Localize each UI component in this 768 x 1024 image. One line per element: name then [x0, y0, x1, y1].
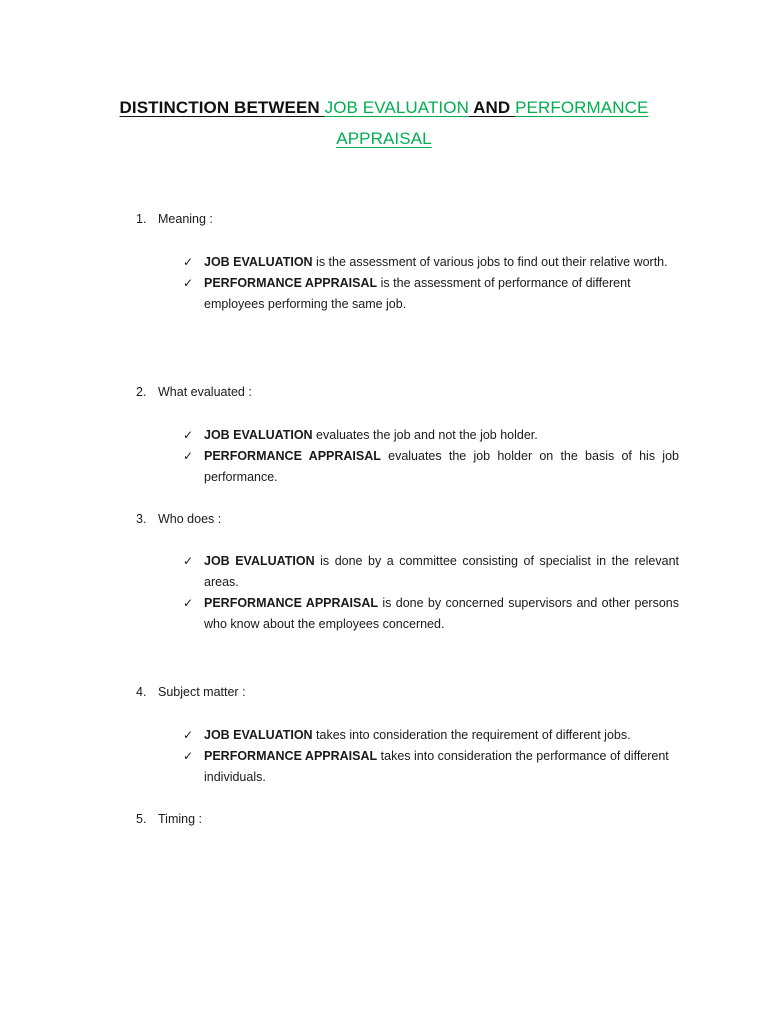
- item-text: is the assessment of various jobs to find out their relative worth.: [312, 255, 668, 269]
- item-term: JOB EVALUATION: [204, 554, 315, 568]
- item-term: PERFORMANCE APPRAISAL: [204, 596, 379, 610]
- title-part-appraisal: APPRAISAL: [336, 129, 432, 148]
- section-heading-text: Subject matter :: [158, 685, 246, 699]
- section-items-meaning: [183, 252, 679, 315]
- checkmark-icon: ✓: [183, 554, 194, 568]
- section-number: 5.: [136, 812, 147, 826]
- list-item: [183, 273, 679, 315]
- list-item: [183, 746, 679, 788]
- section-number: 4.: [136, 685, 147, 699]
- item-text: is done by concerned supervisors and other persons who know about the employees concerned.: [204, 596, 679, 631]
- section-heading-what-evaluated: [136, 385, 252, 399]
- item-term: JOB EVALUATION: [204, 428, 313, 442]
- section-items-what-evaluated: [183, 425, 679, 488]
- item-text: evaluates the job holder on the basis of his job performance.: [204, 449, 679, 484]
- checkmark-icon: ✓: [183, 428, 194, 442]
- list-item: [183, 551, 679, 593]
- section-heading-timing: [136, 812, 202, 826]
- section-heading-text: Who does :: [158, 512, 222, 526]
- title-part-job-evaluation: JOB EVALUATION: [324, 98, 469, 117]
- item-text: evaluates the job and not the job holder.: [312, 428, 538, 442]
- checkmark-icon: ✓: [183, 728, 194, 742]
- section-number: 1.: [136, 212, 147, 226]
- section-heading-text: Meaning :: [158, 212, 213, 226]
- list-item: [183, 425, 679, 446]
- title-part-and: AND: [468, 98, 516, 117]
- section-heading-text: What evaluated :: [158, 385, 252, 399]
- item-term: PERFORMANCE APPRAISAL: [204, 749, 378, 763]
- checkmark-icon: ✓: [183, 255, 194, 269]
- section-items-subject-matter: [183, 725, 679, 788]
- section-heading-subject-matter: [136, 685, 246, 699]
- list-item: [183, 446, 679, 488]
- section-items-who-does: [183, 551, 679, 635]
- section-number: 3.: [136, 512, 147, 526]
- item-term: PERFORMANCE APPRAISAL: [204, 276, 378, 290]
- section-heading-who-does: [136, 512, 221, 526]
- item-text: takes into consideration the performance of different individuals.: [204, 749, 669, 784]
- item-term: JOB EVALUATION: [204, 728, 313, 742]
- item-text: takes into consideration the requirement of different jobs.: [312, 728, 631, 742]
- item-text: is the assessment of performance of different employees performing the same job.: [204, 276, 631, 311]
- checkmark-icon: ✓: [183, 596, 194, 610]
- item-text: is done by a committee consisting of specialist in the relevant areas.: [204, 554, 679, 589]
- title-part-distinction: DISTINCTION BETWEEN: [119, 98, 325, 117]
- checkmark-icon: ✓: [183, 749, 194, 763]
- page-title: [60, 92, 708, 154]
- list-item: [183, 593, 679, 635]
- list-item: [183, 252, 679, 273]
- checkmark-icon: ✓: [183, 449, 194, 463]
- section-number: 2.: [136, 385, 147, 399]
- checkmark-icon: ✓: [183, 276, 194, 290]
- list-item: [183, 725, 679, 746]
- item-term: JOB EVALUATION: [204, 255, 313, 269]
- item-term: PERFORMANCE APPRAISAL: [204, 449, 381, 463]
- section-heading-meaning: [136, 212, 213, 226]
- section-heading-text: Timing :: [158, 812, 202, 826]
- title-part-performance: PERFORMANCE: [515, 98, 649, 117]
